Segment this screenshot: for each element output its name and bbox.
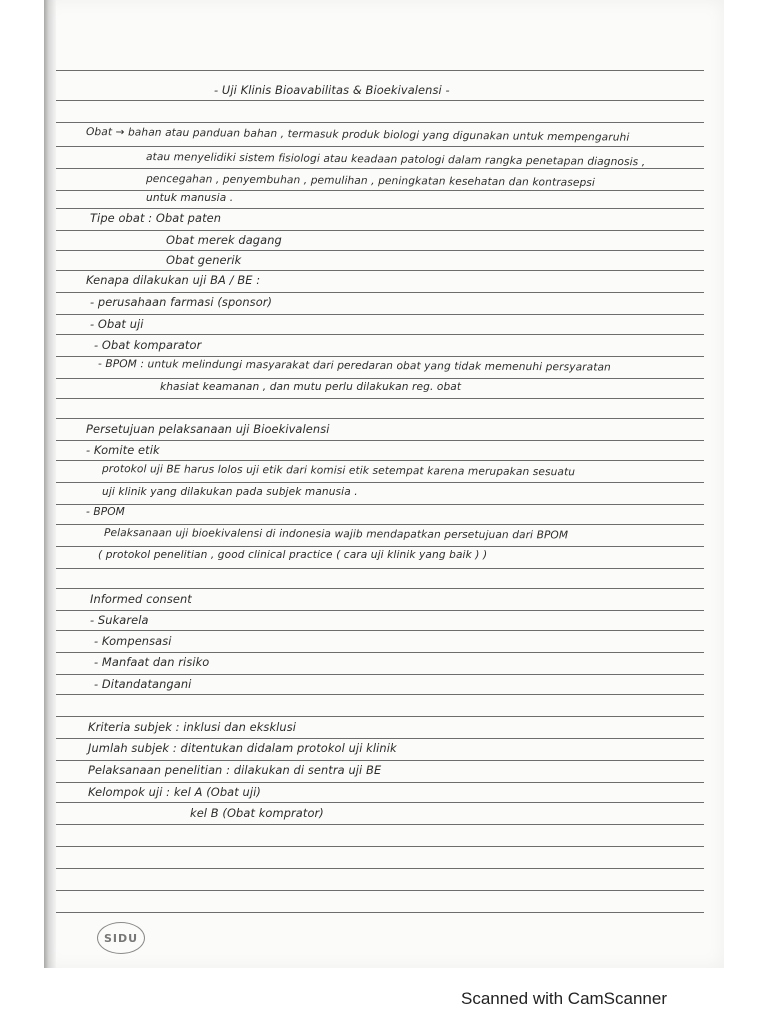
ruled-line [56, 250, 704, 251]
ruled-line [56, 504, 704, 505]
note-line: - BPOM [86, 506, 125, 518]
note-line: Persetujuan pelaksanaan uji Bioekivalensi [86, 422, 330, 436]
binding-shadow [44, 0, 56, 968]
note-line: untuk manusia . [146, 192, 234, 204]
ruled-line [56, 378, 704, 379]
note-line: - Kompensasi [94, 634, 172, 648]
note-line: kel B (Obat komprator) [190, 806, 324, 820]
ruled-line [56, 230, 704, 231]
ruled-line [56, 524, 704, 525]
note-line: - BPOM : untuk melindungi masyarakat dari peredaran obat yang tidak memenuhi persyaratan [97, 358, 611, 374]
note-line: - Manfaat dan risiko [94, 655, 210, 669]
ruled-line [56, 208, 704, 209]
note-line: Obat → bahan atau panduan bahan , termasuk produk biologi yang digunakan untuk mempengaruhi [85, 126, 630, 144]
note-line: Kelompok uji : kel A (Obat uji) [88, 785, 261, 799]
ruled-line [56, 588, 704, 589]
ruled-line [56, 418, 704, 419]
note-line: uji klinik yang dilakukan pada subjek manusia . [102, 486, 358, 498]
note-line: - Ditandatangani [94, 677, 192, 691]
ruled-line [56, 630, 704, 631]
note-line: - perusahaan farmasi (sponsor) [90, 295, 273, 309]
ruled-line [56, 802, 704, 803]
sidu-logo-text: SIDU [103, 931, 139, 945]
note-line: Obat generik [166, 253, 242, 267]
note-line: - Obat uji [90, 317, 144, 331]
ruled-line [56, 912, 704, 913]
ruled-line [56, 70, 704, 71]
note-line: pencegahan , penyembuhan , pemulihan , peningkatan kesehatan dan kontrasepsi [145, 173, 596, 189]
ruled-line [56, 782, 704, 783]
note-line: Tipe obat : Obat paten [90, 211, 222, 225]
note-line: khasiat keamanan , dan mutu perlu dilakukan reg. obat [160, 381, 462, 393]
note-line: ( protokol penelitian , good clinical practice ( cara uji klinik yang baik ) ) [98, 549, 488, 561]
ruled-line [56, 694, 704, 695]
note-line: - Sukarela [90, 613, 149, 627]
ruled-line [56, 738, 704, 739]
note-line: Jumlah subjek : ditentukan didalam protokol uji klinik [88, 741, 397, 755]
ruled-line [56, 100, 704, 101]
ruled-line [56, 824, 704, 825]
ruled-line [56, 168, 704, 169]
ruled-line [56, 546, 704, 547]
note-line: atau menyelidiki sistem fisiologi atau keadaan patologi dalam rangka penetapan diagnosis , [145, 151, 646, 169]
ruled-line [56, 868, 704, 869]
note-line: Kenapa dilakukan uji BA / BE : [86, 273, 261, 287]
ruled-line [56, 270, 704, 271]
note-line: Kriteria subjek : inklusi dan eksklusi [88, 720, 297, 734]
ruled-line [56, 334, 704, 335]
note-line: Pelaksanaan penelitian : dilakukan di sentra uji BE [88, 763, 382, 777]
note-line: Pelaksanaan uji bioekivalensi di indonesia wajib mendapatkan persetujuan dari BPOM [103, 527, 569, 542]
note-line: - Komite etik [86, 443, 160, 457]
ruled-line [56, 146, 704, 147]
camscanner-watermark: Scanned with CamScanner [461, 989, 668, 1008]
ruled-line [56, 610, 704, 611]
ruled-line [56, 190, 704, 191]
ruled-line [56, 716, 704, 717]
ruled-line [56, 846, 704, 847]
ruled-line [56, 460, 704, 461]
page-title: - Uji Klinis Bioavabilitas & Bioekivalensi - [214, 83, 450, 97]
note-line: - Obat komparator [94, 338, 202, 352]
ruled-line [56, 568, 704, 569]
ruled-line [56, 292, 704, 293]
note-line: Obat merek dagang [166, 233, 282, 247]
ruled-line [56, 652, 704, 653]
sidu-logo [97, 922, 145, 954]
note-line: Informed consent [90, 592, 192, 606]
ruled-line [56, 314, 704, 315]
note-line: protokol uji BE harus lolos uji etik dari komisi etik setempat karena merupakan sesuatu [101, 463, 576, 479]
ruled-line [56, 356, 704, 357]
ruled-line [56, 122, 704, 123]
ruled-line [56, 482, 704, 483]
ruled-line [56, 440, 704, 441]
ruled-line [56, 674, 704, 675]
ruled-line [56, 760, 704, 761]
ruled-line [56, 398, 704, 399]
ruled-line [56, 890, 704, 891]
